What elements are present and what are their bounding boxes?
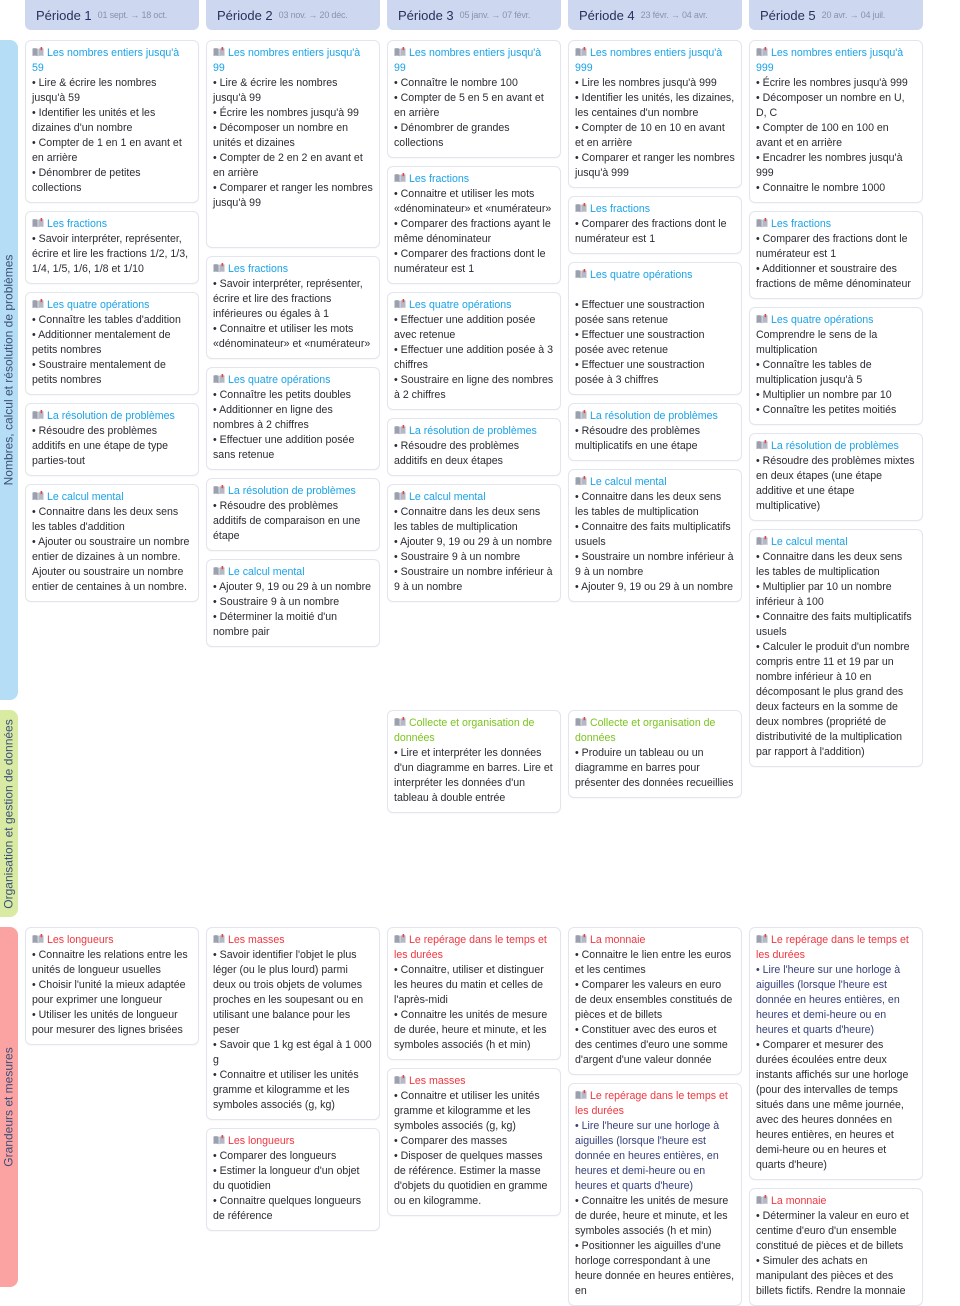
competence-item: • Comparer et ranger les nombres jusqu'à 99 xyxy=(213,182,373,209)
card-title xyxy=(756,217,916,232)
card-title xyxy=(575,409,735,424)
competence-card[interactable] xyxy=(25,484,199,602)
period-5-grandeurs-cell xyxy=(749,927,923,1297)
book-icon xyxy=(575,476,587,486)
competence-item: • Effectuer une addition posée avec retenue xyxy=(394,314,536,341)
card-title xyxy=(756,439,916,454)
domain-label-nombres xyxy=(0,40,18,700)
period-1-organisation-cell xyxy=(25,710,199,917)
card-title-text: Le repérage dans le temps et les durées xyxy=(394,934,547,961)
period-2-nombres-cell xyxy=(206,40,380,700)
competence-item: • Résoudre des problèmes additifs en deux étapes xyxy=(394,440,520,467)
spacer xyxy=(18,40,25,700)
book-icon xyxy=(756,314,768,324)
competence-card[interactable] xyxy=(25,211,199,284)
card-title xyxy=(575,716,735,746)
competence-item: • Connaître les petits doubles xyxy=(213,389,351,401)
competence-item: • Compter de 100 en 100 en avant et en arrière xyxy=(756,122,889,149)
competence-card[interactable] xyxy=(568,710,742,798)
competence-card[interactable] xyxy=(568,403,742,461)
book-icon xyxy=(213,934,225,944)
competence-item: • Compter de 2 en 2 en avant et en arrière xyxy=(213,152,363,179)
competence-item: • Compter de 5 en 5 en avant et en arrière xyxy=(394,92,544,119)
competence-item: • Connaitre quelques longueurs de référence xyxy=(213,1195,362,1222)
card-title-text: Les fractions xyxy=(771,218,832,230)
competence-item: • Effectuer une addition posée sans retenue xyxy=(213,434,355,461)
period-dates: 01 sept. → 18 oct. xyxy=(97,9,168,20)
spacer xyxy=(18,710,25,917)
competence-item: • Connaitre dans les deux sens les tables de multiplication xyxy=(575,491,722,518)
period-3-nombres-cell xyxy=(387,40,561,700)
book-icon xyxy=(213,485,225,495)
card-title xyxy=(32,298,192,313)
competence-item: • Compter de 1 en 1 en avant et en arrière xyxy=(32,137,182,164)
competence-item: • Calculer le produit d'un nombre compris entre 11 et 19 par un nombre inférieur à 10 en décomposant le plus grand des deux facteurs en la somme de deux nombres (propriété de distributivité de la multiplication par rapport à l'addition) xyxy=(756,641,910,758)
book-icon xyxy=(32,47,44,57)
card-title xyxy=(394,298,554,313)
book-icon xyxy=(394,425,406,435)
competence-item: • Comparer des fractions ayant le même dénominateur xyxy=(394,218,551,245)
card-title-text: Les quatre opérations xyxy=(47,299,150,311)
competence-item: • Savoir que 1 kg est égal à 1 000 g xyxy=(213,1039,372,1066)
competence-item: • Écrire les nombres jusqu'à 999 xyxy=(756,77,908,89)
card-title xyxy=(575,268,735,283)
period-header-2[interactable] xyxy=(206,0,380,30)
card-title-text: Le calcul mental xyxy=(47,491,124,503)
card-title xyxy=(213,933,373,948)
competence-item: • Simuler des achats en manipulant des pièces et des billets fictifs. Rendre la monnaie xyxy=(756,1255,906,1297)
card-title-text: Le calcul mental xyxy=(409,491,486,503)
book-icon xyxy=(213,47,225,57)
competence-item: • Lire et interpréter les données d'un diagramme en barres. Lire et interpréter les données d'un tableau à double entrée xyxy=(394,747,553,804)
book-icon xyxy=(213,566,225,576)
competence-item: • Connaître les petites moitiés xyxy=(756,404,897,416)
competence-item: • Connaitre les unités de mesure de durée, heure et minute, et les symboles associés (h et min) xyxy=(575,1195,729,1237)
competence-item: • Comparer et mesurer des durées écoulées entre deux instants affichés sur une horloge (pour des intervalles de temps situés dans une même journée, avec des heures données en heures entières, en heures et demi-heure ou en heures et quarts d'heure) xyxy=(756,1039,909,1171)
competence-card[interactable] xyxy=(749,40,923,203)
competence-item: • Lire les nombres jusqu'à 999 xyxy=(575,77,717,89)
domain-label-text: Organisation et gestion de données xyxy=(1,718,16,909)
period-5-organisation-cell xyxy=(749,710,923,917)
book-icon xyxy=(394,934,406,944)
competence-card[interactable] xyxy=(206,559,380,647)
card-title xyxy=(394,716,554,746)
card-title xyxy=(575,46,735,76)
competence-item: • Déterminer la moitié d'un nombre pair xyxy=(213,611,338,638)
competence-item: • Encadrer les nombres jusqu'à 999 xyxy=(756,152,903,179)
competence-card[interactable] xyxy=(387,484,561,602)
competence-item: • Connaitre dans les deux sens les tables de multiplication xyxy=(756,551,903,578)
competence-item: • Résoudre des problèmes mixtes en deux étapes (une étape additive et une étape multiplicative) xyxy=(756,455,915,512)
competence-card[interactable] xyxy=(25,927,199,1045)
card-title-text: Les nombres entiers jusqu'à 999 xyxy=(575,47,723,74)
period-3-grandeurs-cell xyxy=(387,927,561,1287)
card-title-text: Les masses xyxy=(228,934,285,946)
competence-item: • Connaitre et utiliser les mots «dénominateur» et «numérateur» xyxy=(213,323,371,350)
period-header-1[interactable] xyxy=(25,0,199,30)
book-icon xyxy=(32,491,44,501)
period-dates: 20 avr. → 04 juil. xyxy=(821,9,886,20)
card-title-text: La résolution de problèmes xyxy=(409,425,537,437)
competence-item: • Connaitre dans les deux sens les tables d'addition xyxy=(32,506,179,533)
competence-item: • Effectuer une soustraction posée sans retenue xyxy=(575,299,705,326)
competence-item: • Connaître les tables de multiplication jusqu'à 5 xyxy=(756,359,872,386)
card-title xyxy=(213,1134,373,1149)
book-icon xyxy=(32,299,44,309)
book-icon xyxy=(213,263,225,273)
period-4-nombres-cell xyxy=(568,40,742,700)
competence-item: • Produire un tableau ou un diagramme en barres pour présenter des données recueillies xyxy=(575,747,734,789)
card-title xyxy=(32,490,192,505)
period-4-organisation-cell xyxy=(568,710,742,917)
domain-label-text: Grandeurs et mesures xyxy=(1,1047,16,1167)
competence-card[interactable] xyxy=(387,166,561,284)
book-icon xyxy=(394,299,406,309)
competence-item: • Écrire les nombres jusqu'à 99 xyxy=(213,107,359,119)
book-icon xyxy=(394,47,406,57)
competence-item: • Comparer des longueurs xyxy=(213,1150,337,1162)
book-icon xyxy=(575,47,587,57)
competence-item: • Multiplier par 10 un nombre inférieur à 100 xyxy=(756,581,892,608)
card-title-text: Les quatre opérations xyxy=(409,299,512,311)
competence-card[interactable] xyxy=(206,40,380,248)
competence-item: • Additionner mentalement de petits nombres xyxy=(32,329,171,356)
competence-item: • Comparer les valeurs en euro de deux ensembles constitués de pièces et de billets xyxy=(575,979,733,1021)
book-icon xyxy=(756,218,768,228)
competence-item: • Lire & écrire les nombres jusqu'à 99 xyxy=(213,77,338,104)
competence-item: • Savoir interpréter, représenter, écrire et lire des fractions inférieures ou égales à 1 xyxy=(213,278,363,320)
card-title xyxy=(394,933,554,963)
competence-item: • Connaitre le lien entre les euros et les centimes xyxy=(575,949,732,976)
competence-card[interactable] xyxy=(206,1128,380,1231)
competence-item: • Connaitre, utiliser et distinguer les heures du matin et celles de l'après-midi xyxy=(394,964,544,1006)
card-title xyxy=(394,424,554,439)
period-5-nombres-cell xyxy=(749,40,923,758)
competence-item: • Constituer avec des euros et des centimes d'euro une somme d'argent d'une valeur donnée xyxy=(575,1024,728,1066)
book-icon xyxy=(575,410,587,420)
card-title-text: Les nombres entiers jusqu'à 99 xyxy=(394,47,542,74)
competence-item: • Disposer de quelques masses de référence. Estimer la masse d'objets du quotidien en gramme ou en kilogramme. xyxy=(394,1150,548,1207)
competence-item: • Soustraire un nombre inférieur à 9 à un nombre xyxy=(575,551,734,578)
book-icon xyxy=(756,536,768,546)
competence-card[interactable] xyxy=(749,307,923,425)
card-title-text: Collecte et organisation de données xyxy=(575,717,716,744)
book-icon xyxy=(756,934,768,944)
card-title xyxy=(213,565,373,580)
domain-label-text: Nombres, calcul et résolution de problèmes xyxy=(1,254,16,486)
competence-item: • Comparer des fractions dont le numérateur est 1 xyxy=(756,233,908,260)
competence-item: • Savoir identifier l'objet le plus léger (ou le plus lourd) parmi deux ou trois objets de volumes proches en les soupesant ou en utilisant une balance pour les peser xyxy=(213,949,364,1036)
card-title xyxy=(756,933,916,963)
competence-card[interactable] xyxy=(568,262,742,395)
competence-item: • Additionner et soustraire des fractions de même dénominateur xyxy=(756,263,911,290)
period-1-nombres-cell xyxy=(25,40,199,700)
competence-item: • Comparer et ranger les nombres jusqu'à 999 xyxy=(575,152,735,179)
period-title: Période 2 xyxy=(217,7,273,23)
book-icon xyxy=(32,934,44,944)
competence-item: • Déterminer la valeur en euro et centime d'euro d'un ensemble constitué de pièces et de billets xyxy=(756,1210,909,1252)
competence-item: • Lire l'heure sur une horloge à aiguilles (lorsque l'heure est donnée en heures entières, en heures et demi-heure ou en heures et quarts d'heure) xyxy=(756,964,901,1036)
competence-item: • Connaître le nombre 100 xyxy=(394,77,518,89)
header-corner xyxy=(0,0,25,30)
competence-item: • Soustraire en ligne des nombres à 2 chiffres xyxy=(394,374,554,401)
competence-item: • Estimer la longueur d'un objet du quotidien xyxy=(213,1165,360,1192)
competence-item: • Effectuer une addition posée à 3 chiffres xyxy=(394,344,554,371)
period-header-4[interactable] xyxy=(568,0,742,30)
period-title: Période 5 xyxy=(760,7,816,23)
competence-item: • Ajouter ou soustraire un nombre entier de dizaines à un nombre. Ajouter ou soustraire un nombre entier de centaines à un nombre. xyxy=(32,536,190,593)
competence-item: • Soustraire 9 à un nombre xyxy=(394,551,521,563)
book-icon xyxy=(575,1090,587,1100)
card-title xyxy=(756,535,916,550)
competence-card[interactable] xyxy=(568,927,742,1075)
competence-item: • Identifier les unités et les dizaines d'un nombre xyxy=(32,107,156,134)
competence-card[interactable] xyxy=(568,1083,742,1306)
competence-card[interactable] xyxy=(568,469,742,602)
book-icon xyxy=(575,934,587,944)
competence-card[interactable] xyxy=(387,292,561,410)
competence-card[interactable] xyxy=(749,927,923,1180)
card-title-text: Le repérage dans le temps et les durées xyxy=(756,934,909,961)
competence-item: • Additionner en ligne des nombres à 2 chiffres xyxy=(213,404,333,431)
competence-item: • Ajouter 9, 19 ou 29 à un nombre xyxy=(213,581,372,593)
competence-card[interactable] xyxy=(749,211,923,299)
competence-item: • Savoir interpréter, représenter, écrire et lire les fractions 1/2, 1/3, 1/4, 1/5, 1/6, 1/8 et 1/10 xyxy=(32,233,189,275)
card-title xyxy=(756,46,916,76)
competence-item: • Ajouter 9, 19 ou 29 à un nombre xyxy=(575,581,734,593)
card-title xyxy=(575,1089,735,1119)
competence-card[interactable] xyxy=(568,196,742,254)
competence-item: • Ajouter 9, 19 ou 29 à un nombre xyxy=(394,536,553,548)
period-title: Période 3 xyxy=(398,7,454,23)
competence-item: • Connaitre le nombre 1000 xyxy=(756,182,886,194)
card-title xyxy=(756,313,916,328)
book-icon xyxy=(213,1135,225,1145)
card-title xyxy=(213,46,373,76)
card-title-text: La résolution de problèmes xyxy=(228,485,356,497)
competence-card[interactable] xyxy=(206,256,380,359)
period-header-3[interactable] xyxy=(387,0,561,30)
competence-item: • Comparer des masses xyxy=(394,1135,508,1147)
card-title xyxy=(394,490,554,505)
book-icon xyxy=(756,440,768,450)
card-title-text: Les fractions xyxy=(590,203,651,215)
card-title-text: Les quatre opérations xyxy=(228,374,331,386)
period-4-grandeurs-cell xyxy=(568,927,742,1297)
competence-card[interactable] xyxy=(25,403,199,476)
card-title xyxy=(32,46,192,76)
card-title xyxy=(213,373,373,388)
competence-item: • Soustraire 9 à un nombre xyxy=(213,596,340,608)
book-icon xyxy=(394,717,406,727)
card-title xyxy=(394,172,554,187)
competence-item: • Dénombrer de petites collections xyxy=(32,167,141,194)
competence-item: • Connaître les tables d'addition xyxy=(32,314,181,326)
competence-item: • Connaitre et utiliser les unités gramme et kilogramme et les symboles associés (g, kg) xyxy=(213,1069,359,1111)
card-title xyxy=(32,933,192,948)
domain-label-organisation xyxy=(0,710,18,917)
competence-item: • Connaitre des faits multiplicatifs usuels xyxy=(575,521,731,548)
card-title-text: La monnaie xyxy=(590,934,646,946)
competence-item: • Connaitre des faits multiplicatifs usuels xyxy=(756,611,912,638)
card-title xyxy=(756,1194,916,1209)
card-title-text: Le repérage dans le temps et les durées xyxy=(575,1090,728,1117)
book-icon xyxy=(394,491,406,501)
card-title xyxy=(575,475,735,490)
card-title-text: Le calcul mental xyxy=(771,536,848,548)
competence-card[interactable] xyxy=(387,927,561,1060)
period-title: Période 4 xyxy=(579,7,635,23)
card-title xyxy=(394,1074,554,1089)
card-title-text: Les nombres entiers jusqu'à 999 xyxy=(756,47,904,74)
period-2-organisation-cell xyxy=(206,710,380,917)
competence-item: • Résoudre des problèmes multiplicatifs en une étape xyxy=(575,425,701,452)
spacer xyxy=(18,927,25,1287)
competence-item: • Comparer des fractions dont le numérateur est 1 xyxy=(394,248,546,275)
competence-item: Comprendre le sens de la multiplication xyxy=(756,329,878,356)
competence-card[interactable] xyxy=(206,478,380,551)
card-title xyxy=(575,933,735,948)
competence-card[interactable] xyxy=(568,40,742,188)
period-dates: 03 nov. → 20 déc. xyxy=(278,9,348,20)
competence-card[interactable] xyxy=(749,1188,923,1306)
card-title-text: La résolution de problèmes xyxy=(590,410,718,422)
card-title-text: Les longueurs xyxy=(47,934,114,946)
card-title-text: Les nombres entiers jusqu'à 59 xyxy=(32,47,180,74)
period-dates: 05 janv. → 07 févr. xyxy=(459,9,531,20)
card-title-text: Les masses xyxy=(409,1075,466,1087)
book-icon xyxy=(394,1075,406,1085)
competence-item: • Multiplier un nombre par 10 xyxy=(756,389,892,401)
book-icon xyxy=(575,203,587,213)
competence-item: • Connaitre les unités de mesure de durée, heure et minute, et les symboles associés (h et min) xyxy=(394,1009,548,1051)
competence-item: • Connaitre les relations entre les unités de longueur usuelles xyxy=(32,949,188,976)
competence-item: • Identifier les unités, les dizaines, les centaines d'un nombre xyxy=(575,92,735,119)
competence-card[interactable] xyxy=(387,40,561,158)
card-title-text: Les fractions xyxy=(409,173,470,185)
period-3-organisation-cell xyxy=(387,710,561,917)
book-icon xyxy=(213,374,225,384)
competence-item: • Positionner les aiguilles d'une horloge correspondant à une heure donnée en heures entières, en xyxy=(575,1240,735,1297)
competence-card[interactable] xyxy=(387,1068,561,1216)
book-icon xyxy=(756,47,768,57)
competence-card[interactable] xyxy=(206,927,380,1120)
card-title-text: Les fractions xyxy=(47,218,108,230)
competence-item: • Décomposer un nombre en unités et dizaines xyxy=(213,122,349,149)
period-2-grandeurs-cell xyxy=(206,927,380,1287)
book-icon xyxy=(575,717,587,727)
competence-item: • Soustraire mentalement de petits nombres xyxy=(32,359,166,386)
card-title xyxy=(32,217,192,232)
competence-item: • Utiliser les unités de longueur pour mesurer des lignes brisées xyxy=(32,1009,183,1036)
competence-item: • Choisir l'unité la mieux adaptée pour exprimer une longueur xyxy=(32,979,186,1006)
card-title-text: Les fractions xyxy=(228,263,289,275)
card-title-text: Collecte et organisation de données xyxy=(394,717,535,744)
competence-card[interactable] xyxy=(749,433,923,521)
competence-item: • Lire & écrire les nombres jusqu'à 59 xyxy=(32,77,157,104)
period-header-5[interactable] xyxy=(749,0,923,30)
book-icon xyxy=(394,173,406,183)
competence-card[interactable] xyxy=(25,292,199,395)
competence-item xyxy=(575,283,735,298)
competence-item: • Compter de 10 en 10 en avant et en arrière xyxy=(575,122,725,149)
card-title xyxy=(213,262,373,277)
book-icon xyxy=(575,269,587,279)
card-title xyxy=(32,409,192,424)
card-padding xyxy=(213,211,373,241)
competence-card[interactable] xyxy=(25,40,199,203)
competence-card[interactable] xyxy=(387,418,561,476)
period-dates: 23 févr. → 04 avr. xyxy=(640,9,708,20)
book-icon xyxy=(32,410,44,420)
competence-item: • Lire l'heure sur une horloge à aiguilles (lorsque l'heure est donnée en heures entières, en heures et demi-heure ou en heures et quarts d'heure) xyxy=(575,1120,720,1192)
book-icon xyxy=(32,218,44,228)
competence-item: • Décomposer un nombre en U, D, C xyxy=(756,92,905,119)
competence-item: • Connaitre dans les deux sens les tables de multiplication xyxy=(394,506,541,533)
competence-item: • Connaitre et utiliser les unités gramme et kilogramme et les symboles associés (g, kg) xyxy=(394,1090,540,1132)
card-title-text: Le calcul mental xyxy=(590,476,667,488)
competence-item: • Dénombrer de grandes collections xyxy=(394,122,510,149)
competence-item: • Effectuer une soustraction posée avec retenue xyxy=(575,329,705,356)
period-1-grandeurs-cell xyxy=(25,927,199,1287)
card-title xyxy=(575,202,735,217)
card-title xyxy=(394,46,554,76)
competence-item: • Résoudre des problèmes additifs en une étape de type parties-tout xyxy=(32,425,169,467)
competence-item: • Comparer des fractions dont le numérateur est 1 xyxy=(575,218,727,245)
card-title-text: La résolution de problèmes xyxy=(771,440,899,452)
card-title-text: Les nombres entiers jusqu'à 99 xyxy=(213,47,361,74)
period-title: Période 1 xyxy=(36,7,92,23)
competence-item: • Connaitre et utiliser les mots «dénominateur» et «numérateur» xyxy=(394,188,552,215)
card-title-text: Le calcul mental xyxy=(228,566,305,578)
competence-card[interactable] xyxy=(206,367,380,470)
competence-card[interactable] xyxy=(387,710,561,813)
competence-item: • Résoudre des problèmes additifs de comparaison en une étape xyxy=(213,500,361,542)
card-title-text: La résolution de problèmes xyxy=(47,410,175,422)
domain-label-grandeurs xyxy=(0,927,18,1287)
card-title-text: Les quatre opérations xyxy=(590,269,693,281)
card-title xyxy=(213,484,373,499)
card-title-text: La monnaie xyxy=(771,1195,827,1207)
competence-item: • Effectuer une soustraction posée à 3 chiffres xyxy=(575,359,705,386)
competence-item: • Soustraire un nombre inférieur à 9 à un nombre xyxy=(394,566,553,593)
card-title-text: Les quatre opérations xyxy=(771,314,874,326)
card-title-text: Les longueurs xyxy=(228,1135,295,1147)
book-icon xyxy=(756,1195,768,1205)
